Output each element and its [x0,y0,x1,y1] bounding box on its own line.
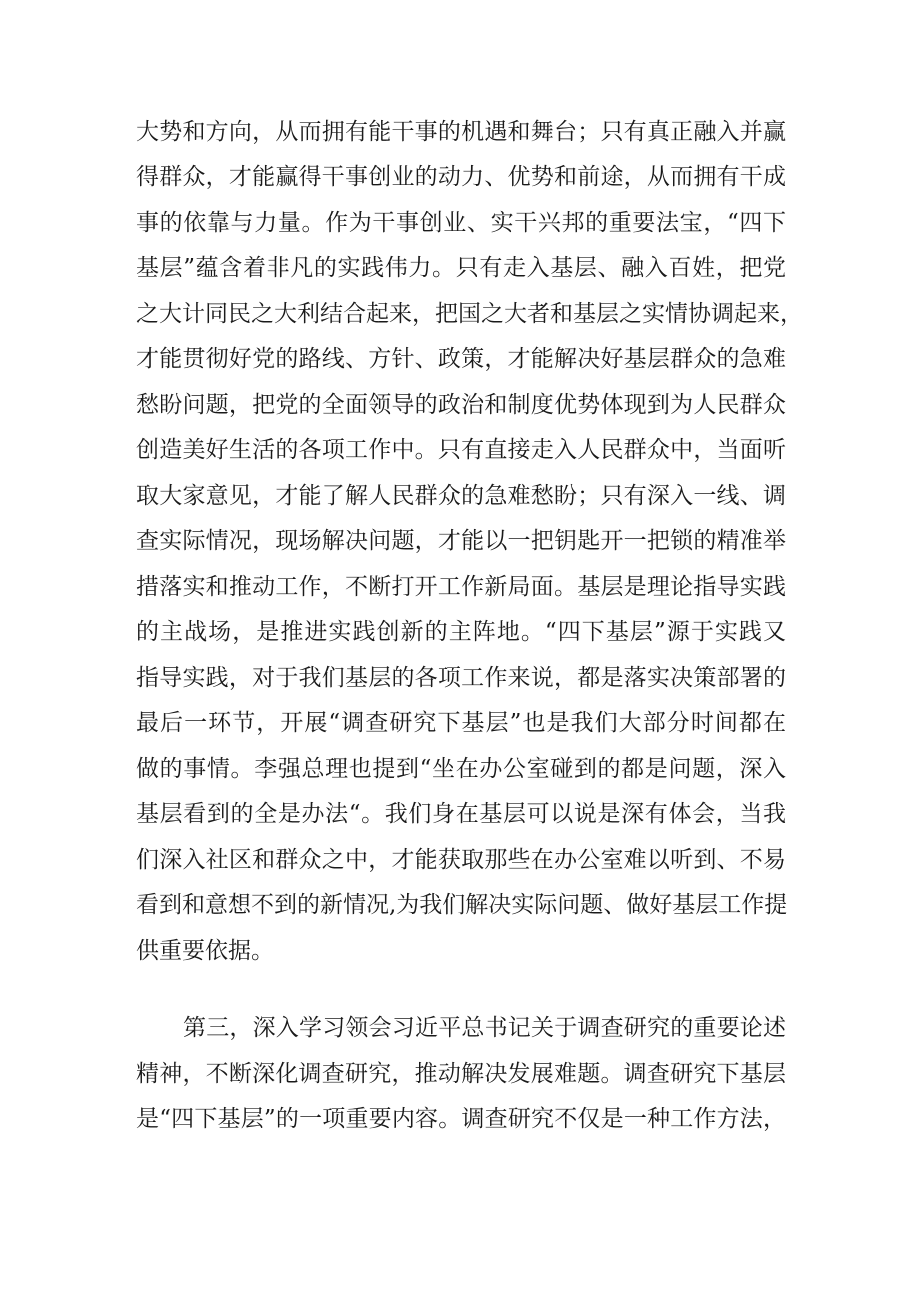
text-line: 事的依靠与力量。作为干事创业、实干兴邦的重要法宝，“四下 [136,210,786,236]
text-line: 精神，不断深化调查研究，推动解决发展难题。调查研究下基层 [136,1061,786,1087]
text-line: 取大家意见，才能了解人民群众的急难愁盼；只有深入一线、调 [136,483,786,509]
text-line: 看到和意想不到的新情况,为我们解决实际问题、做好基层工作提 [136,892,788,918]
text-line: 做的事情。李强总理也提到“坐在办公室碰到的都是问题，深入 [136,756,786,782]
text-line: 措落实和推动工作，不断打开工作新局面。基层是理论指导实践 [136,574,786,600]
text-line: 查实际情况，现场解决问题，才能以一把钥匙开一把锁的精准举 [136,528,786,554]
text-line: 之大计同民之大利结合起来，把国之大者和基层之实情协调起来， [136,301,803,327]
text-line: 第三，深入学习领会习近平总书记关于调查研究的重要论述 [183,1015,786,1041]
text-line: 供重要依据。 [136,938,274,964]
text-line: 的主战场，是推进实践创新的主阵地。“四下基层”源于实践又 [136,619,786,645]
text-line: 指导实践，对于我们基层的各项工作来说，都是落实决策部署的 [136,665,786,691]
text-line: 们深入社区和群众之中，才能获取那些在办公室难以听到、不易 [136,847,786,873]
text-line: 大势和方向，从而拥有能干事的机遇和舞台；只有真正融入并赢 [136,119,786,145]
text-line: 才能贯彻好党的路线、方针、政策，才能解决好基层群众的急难 [136,346,786,372]
text-line: 基层看到的全是办法“。我们身在基层可以说是深有体会，当我 [136,801,786,827]
text-line: 是“四下基层”的一项重要内容。调查研究不仅是一种工作方法， [136,1106,786,1132]
text-line: 最后一环节，开展“调查研究下基层”也是我们大部分时间都在 [136,710,786,736]
text-line: 愁盼问题，把党的全面领导的政治和制度优势体现到为人民群众 [136,392,786,418]
text-line: 基层”蕴含着非凡的实践伟力。只有走入基层、融入百姓，把党 [136,255,786,281]
text-line: 得群众，才能赢得干事创业的动力、优势和前途，从而拥有干成 [136,164,786,190]
text-line: 创造美好生活的各项工作中。只有直接走入人民群众中，当面听 [136,437,786,463]
